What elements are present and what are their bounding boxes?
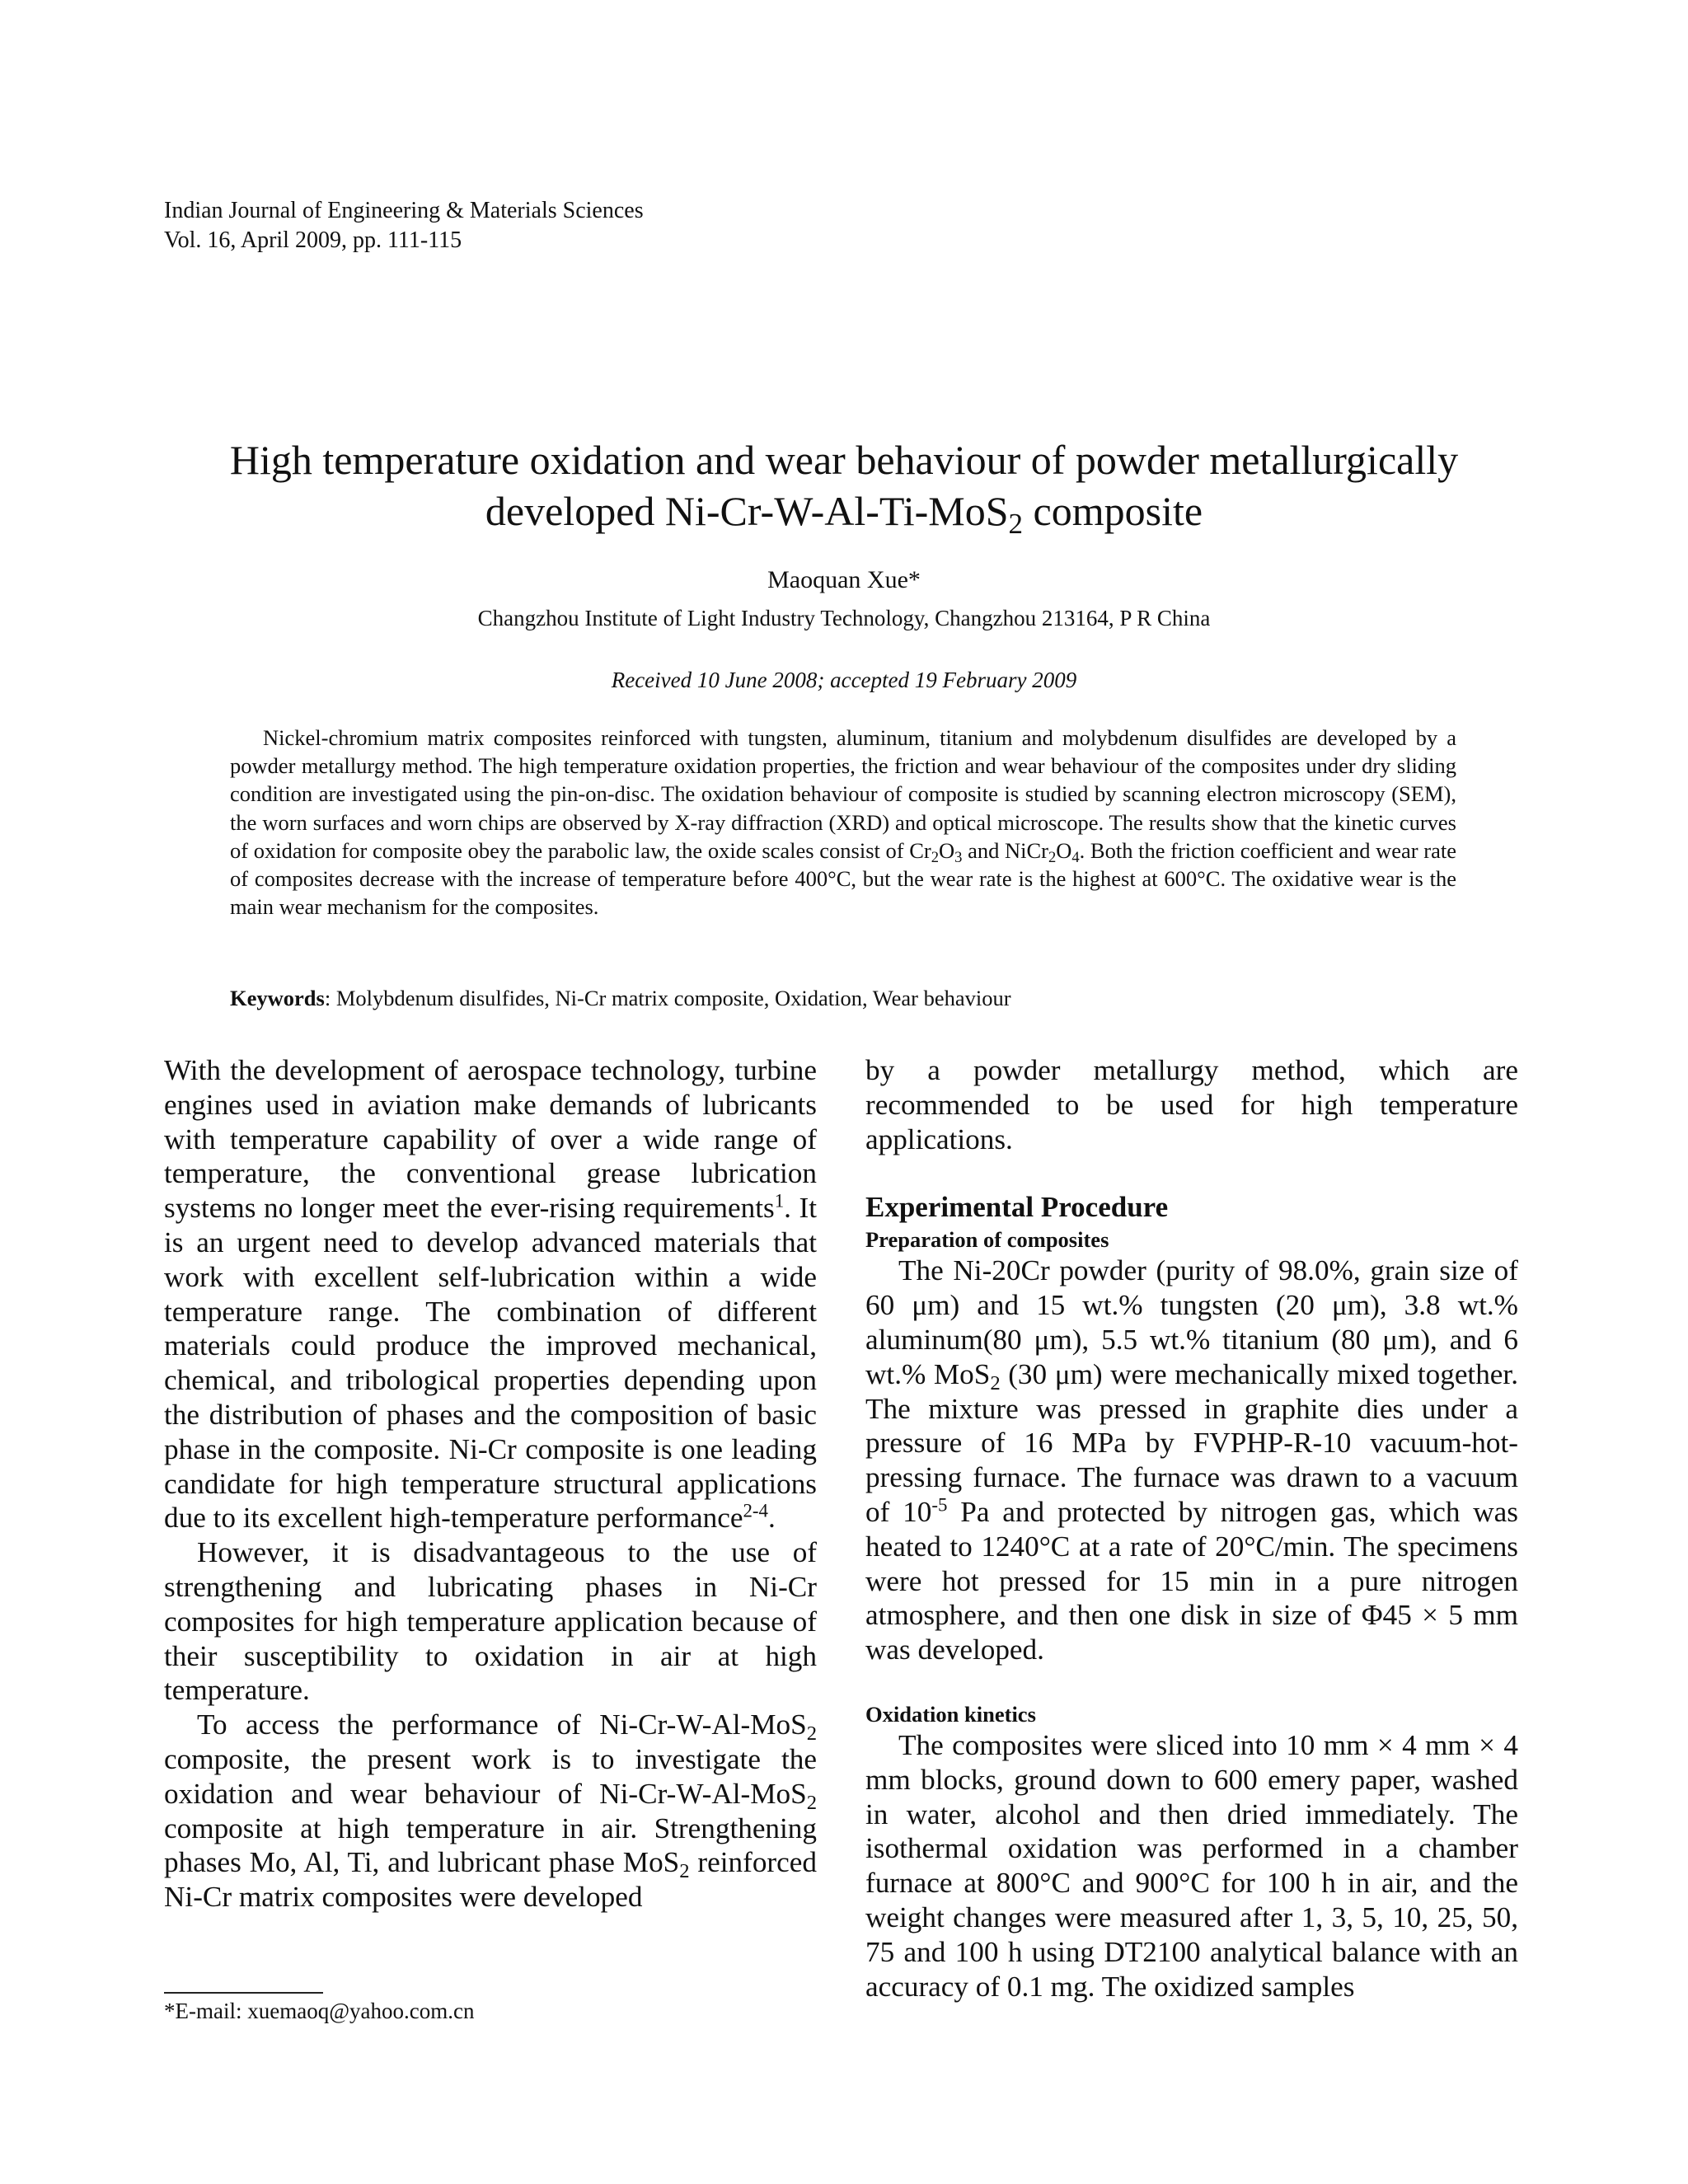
section-heading-experimental: Experimental Procedure [865,1191,1169,1224]
footnote-email: *E-mail: xuemaoq@yahoo.com.cn [164,1999,475,2023]
oxidation-paragraph: The composites were sliced into 10 mm × 4 mm × 4 mm blocks, ground down to 600 emery paper, washed in water, alcohol and then dried immediately. The isothermal oxidation was performed in a chamber furnace at 800°C and 900°C for 100 h in air, and the weight changes were measured after 1, 3, 5, 10, 25, 50, 75 and 100 h using DT2100 analytical balance with an accuracy of 0.1 mg. The oxidized samples [865,1728,1518,2003]
right-column [865,1053,1518,2004]
intro-paragraph-1: With the development of aerospace technology, turbine engines used in aviation make demands of lubricants with temperature capability of over a wide range of temperature, the conventional grease lubrication systems no longer meet the ever-rising requirements$^1$. It is an urgent need to develop advanced materials that work with excellent self-lubrication within a wide temperature range. The combination of different materials could produce the improved mechanical, chemical, and tribological properties depending upon the distribution of phases and the composition of basic phase in the composite. Ni-Cr composite is one leading candidate for high temperature structural applications due to its excellent high-temperature performance$^{2-4}$. [164,1054,817,1535]
preparation-paragraph: The Ni-20Cr powder (purity of 98.0%, grain size of 60 μm) and 15 wt.% tungsten (20 μm), 3.8 wt.% aluminum(80 μm), 5.5 wt.% titanium (80 μm), and 6 wt.% MoS$_2$ (30 μm) were mechanically mixed together. The mixture was pressed in graphite dies under a pressure of 16 MPa by FVPHP-R-10 vacuum-hot-pressing furnace. The furnace was drawn to a vacuum of $10^{-5}$ Pa and protected by nitrogen gas, which was heated to 1240°C at a rate of 20°C/min. The specimens were hot pressed for 15 min in a pure nitrogen atmosphere, and then one disk in size of Φ45 × 5 mm was developed. [865,1254,1518,1666]
author: Maoquan Xue* [767,566,921,593]
journal-header [164,196,644,255]
keywords [230,984,1456,1012]
subheading-oxidation-kinetics: Oxidation kinetics [865,1701,1036,1727]
abstract: Nickel-chromium matrix composites reinforced with tungsten, aluminum, titanium and molybdenum disulfides are developed by a powder metallurgy method. The high temperature oxidation properties, the friction and wear behaviour of the composites under dry sliding condition are investigated using the pin-on-disc. The oxidation behaviour of composite is studied by scanning electron microscopy (SEM), the worn surfaces and worn chips are observed by X-ray diffraction (XRD) and optical microscope. The results show that the kinetic curves of oxidation for composite obey the parabolic law, the oxide scales consist of $Cr_2O_3$ and $NiCr_2O_4$. Both the friction coefficient and wear rate of composites decrease with the increase of temperature before 400°C, but the wear rate is the highest at 600°C. The oxidative wear is the main wear mechanism for the composites. [230,725,1456,920]
footnote-rule [164,1992,323,1994]
title-line-2: developed Ni-Cr-W-Al-Ti-MoS$_2$ composite [485,488,1203,540]
left-column [164,1053,817,1915]
intro-paragraph-2: However, it is disadvantageous to the use of strengthening and lubricating phases in Ni-Cr composites for high temperature application because of their susceptibility to oxidation in air at high temperature. [164,1536,817,1707]
intro-continuation: by a powder metallurgy method, which are recommended to be used for high temperature applications. [865,1054,1518,1155]
keywords-label: Keywords [230,986,325,1010]
title-line-1: High temperature oxidation and wear behaviour of powder metallurgically [229,437,1459,483]
affiliation: Changzhou Institute of Light Industry Technology, Changzhou 213164, P R China [477,606,1211,630]
subheading-preparation: Preparation of composites [865,1227,1109,1253]
intro-paragraph-3: To access the performance of Ni-Cr-W-Al-MoS$_2$ composite, the present work is to investigate the oxidation and wear behaviour of Ni-Cr-W-Al-MoS$_2$ composite at high temperature in air. Strengthening phases Mo, Al, Ti, and lubricant phase MoS$_2$ reinforced Ni-Cr matrix composites were developed [164,1708,817,1914]
journal-volume: Vol. 16, April 2009, pp. 111-115 [164,227,462,253]
received-dates: Received 10 June 2008; accepted 19 February 2009 [611,668,1077,692]
journal-name: Indian Journal of Engineering & Materials Sciences [164,198,644,223]
keywords-text: : Molybdenum disulfides, Ni-Cr matrix composite, Oxidation, Wear behaviour [324,986,1011,1010]
paper-title [165,434,1523,540]
